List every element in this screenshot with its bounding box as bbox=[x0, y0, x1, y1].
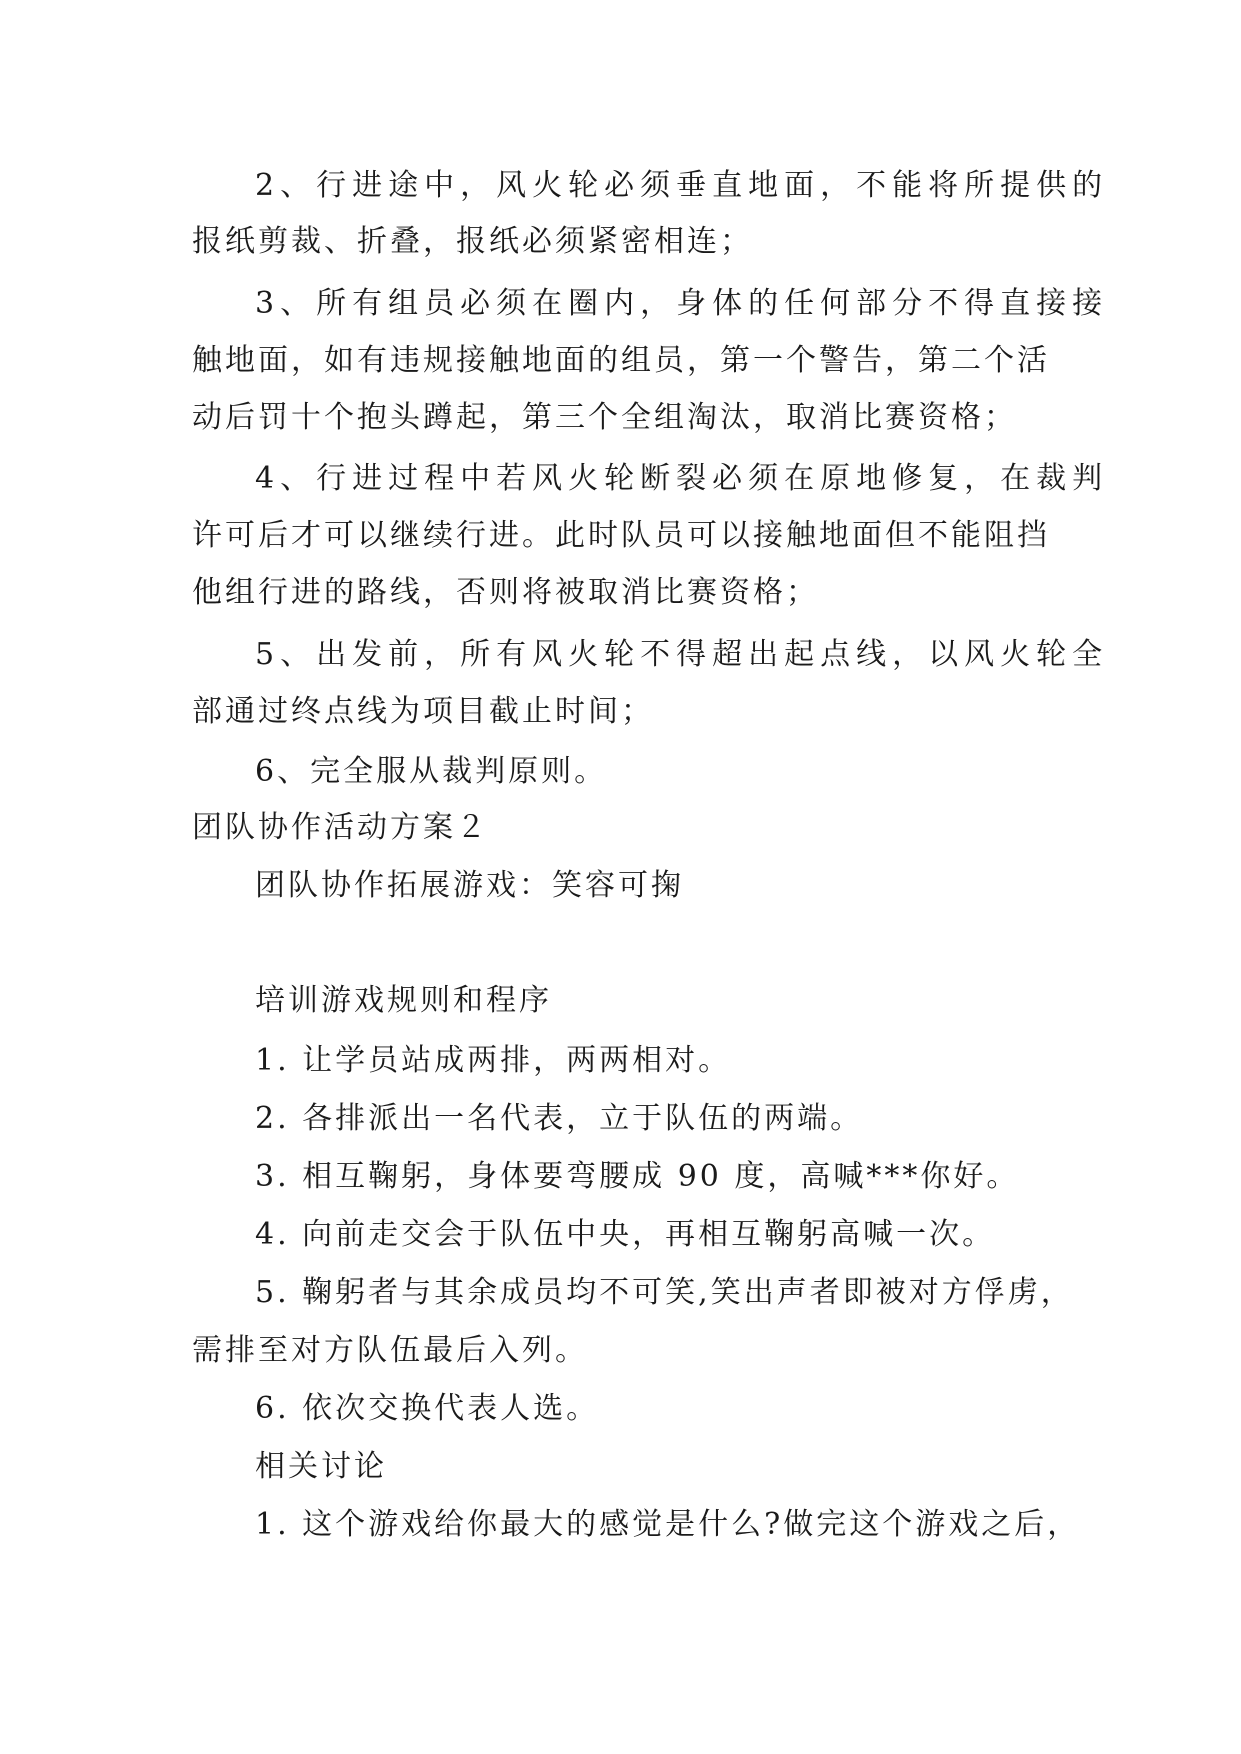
discussion-heading: 相关讨论 bbox=[255, 1449, 387, 1484]
step-4: 4. 向前走交会于队伍中央，再相互鞠躬高喊一次。 bbox=[255, 1217, 996, 1252]
section-heading: 团队协作活动方案２ bbox=[192, 810, 489, 845]
rule-3-line-1: 3、所有组员必须在圈内，身体的任何部分不得直接接 bbox=[255, 286, 1109, 321]
rule-2-line-2: 报纸剪裁、折叠，报纸必须紧密相连； bbox=[192, 224, 753, 259]
discussion-question-1: 1. 这个游戏给你最大的感觉是什么?做完这个游戏之后， bbox=[255, 1507, 1081, 1542]
rule-4-line-1: 4、行进过程中若风火轮断裂必须在原地修复，在裁判 bbox=[255, 461, 1109, 496]
step-2: 2. 各排派出一名代表，立于队伍的两端。 bbox=[255, 1101, 864, 1136]
step-5-line-2: 需排至对方队伍最后入列。 bbox=[192, 1333, 588, 1368]
step-5-line-1: 5. 鞠躬者与其余成员均不可笑,笑出声者即被对方俘虏， bbox=[255, 1275, 1074, 1310]
rule-6-line: 6、完全服从裁判原则。 bbox=[255, 754, 608, 789]
game-title: 团队协作拓展游戏：笑容可掬 bbox=[255, 868, 684, 903]
step-3: 3. 相互鞠躬，身体要弯腰成 90 度，高喊***你好。 bbox=[255, 1159, 1020, 1194]
rules-heading: 培训游戏规则和程序 bbox=[255, 983, 552, 1018]
step-1: 1. 让学员站成两排，两两相对。 bbox=[255, 1043, 732, 1078]
step-6: 6. 依次交换代表人选。 bbox=[255, 1391, 600, 1426]
rule-3-line-2: 触地面，如有违规接触地面的组员，第一个警告，第二个活 bbox=[192, 343, 1050, 378]
rule-5-line-1: 5、出发前，所有风火轮不得超出起点线，以风火轮全 bbox=[255, 637, 1109, 672]
rule-5-line-2: 部通过终点线为项目截止时间； bbox=[192, 694, 654, 729]
rule-3-line-3: 动后罚十个抱头蹲起，第三个全组淘汰，取消比赛资格； bbox=[192, 400, 1017, 435]
rule-4-line-3: 他组行进的路线，否则将被取消比赛资格； bbox=[192, 575, 819, 610]
rule-4-line-2: 许可后才可以继续行进。此时队员可以接触地面但不能阻挡 bbox=[192, 518, 1050, 553]
rule-2-line-1: 2、行进途中，风火轮必须垂直地面，不能将所提供的 bbox=[255, 168, 1109, 203]
